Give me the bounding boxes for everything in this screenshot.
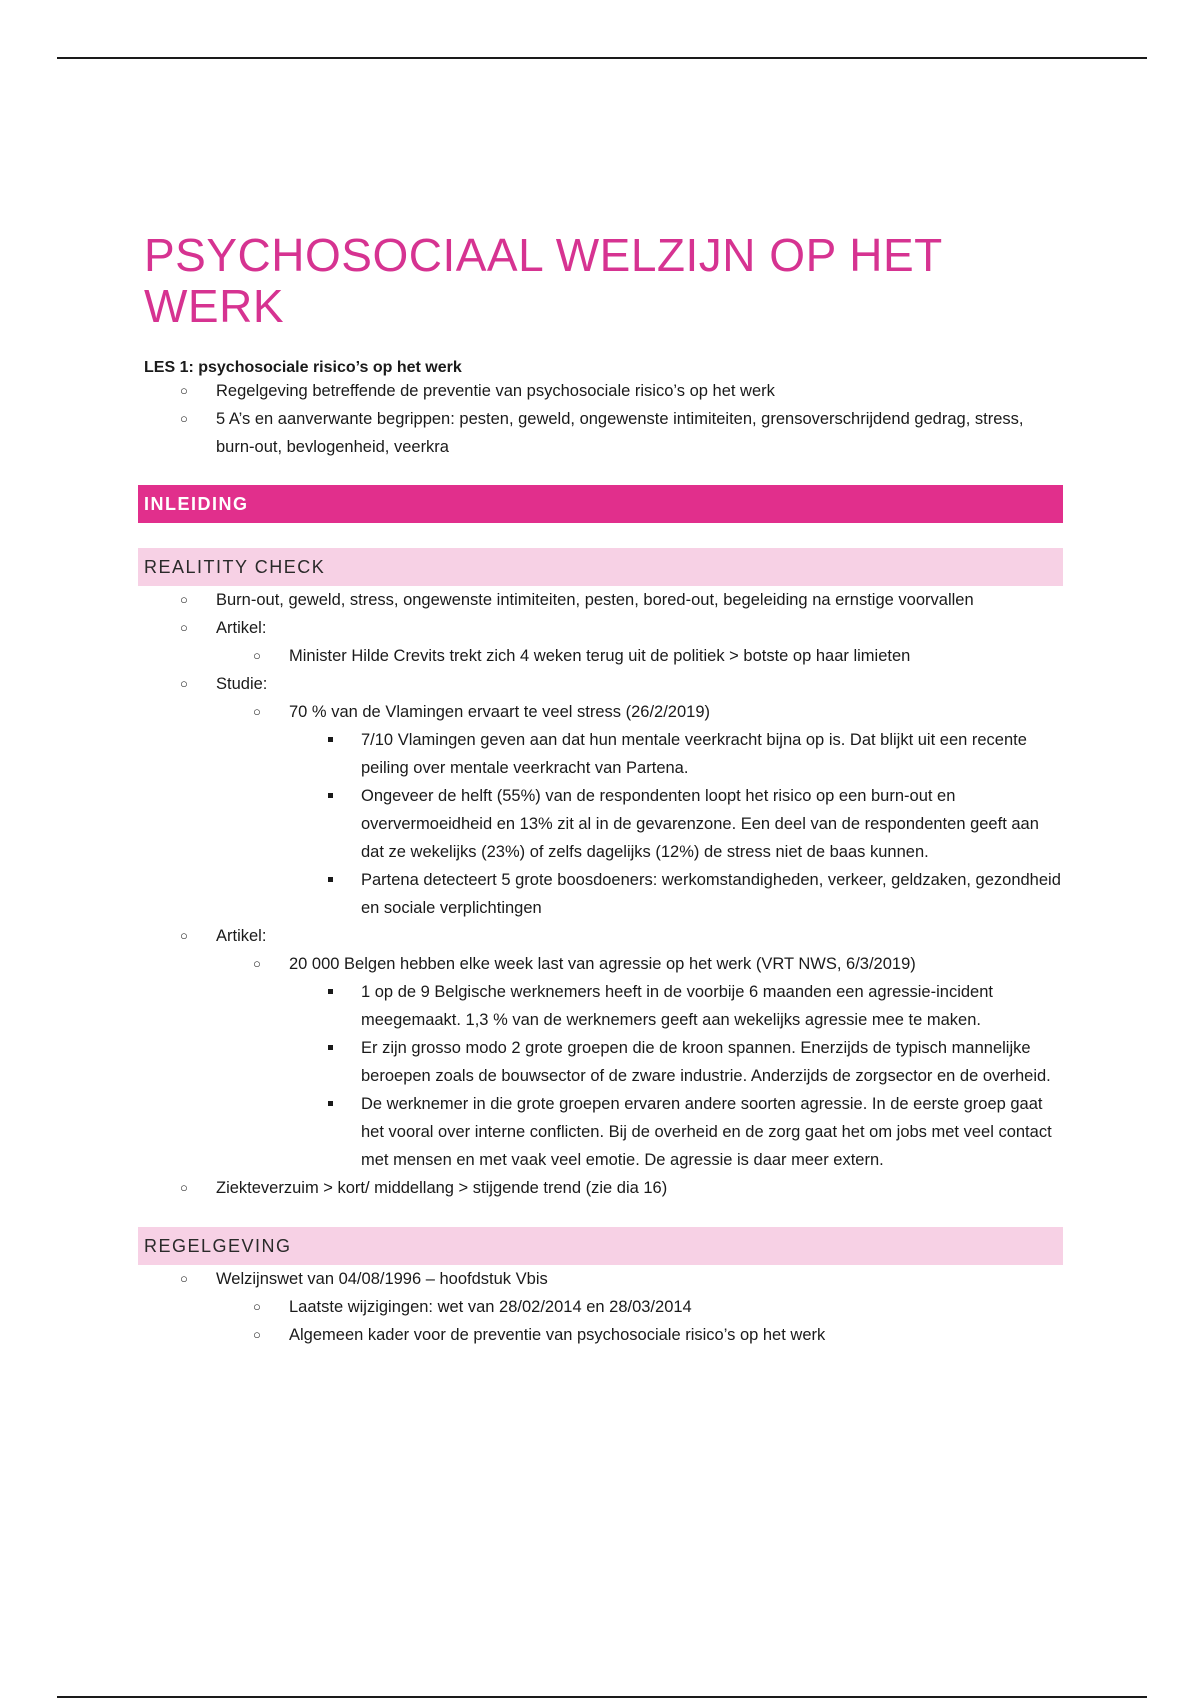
list-item: ○ Artikel:: [138, 922, 1063, 950]
reality-check-list: [138, 670, 1063, 698]
list-item: De werknemer in die grote groepen ervaren andere soorten agressie. In de eerste groep gaat het vooral over interne conflicten. Bij de overheid en de zorg gaat het om jobs met veel contact met mensen en met vaak veel emotie. De agressie is daar meer extern.: [138, 1090, 1063, 1174]
list-item: ○ 5 A’s en aanverwante begrippen: pesten, geweld, ongewenste intimiteiten, grensoverschrijdend gedrag, stress, burn-out, bevlogenheid, veerkra: [138, 405, 1063, 461]
reality-check-list: [138, 922, 1063, 950]
circle-bullet-icon: ○: [180, 620, 188, 636]
sub-list: [138, 698, 1063, 726]
header-rule: [57, 57, 1147, 59]
circle-bullet-icon: ○: [180, 676, 188, 692]
list-item: ○ Welzijnswet van 04/08/1996 – hoofdstuk Vbis: [138, 1265, 1063, 1293]
reality-check-list: [138, 586, 1063, 642]
circle-bullet-icon: ○: [253, 956, 261, 972]
square-bullet-icon: [328, 737, 333, 742]
document-title: PSYCHOSOCIAAL WELZIJN OP HET WERK: [144, 229, 942, 332]
circle-bullet-icon: ○: [180, 1271, 188, 1287]
sub-list: [138, 642, 1063, 670]
list-item: ○ Regelgeving betreffende de preventie van psychosociale risico’s op het werk: [138, 377, 1063, 405]
list-item: Partena detecteert 5 grote boosdoeners: werkomstandigheden, verkeer, geldzaken, gezondheid en sociale verplichtingen: [138, 866, 1063, 922]
list-item: ○ 70 % van de Vlamingen ervaart te veel stress (26/2/2019): [138, 698, 1063, 726]
section-heading-reality-check: REALITITY CHECK: [138, 548, 1063, 586]
circle-bullet-icon: ○: [180, 1180, 188, 1196]
intro-list: [138, 377, 1063, 461]
document-page: [138, 200, 1063, 1349]
list-item: 1 op de 9 Belgische werknemers heeft in de voorbije 6 maanden een agressie-incident meegemaakt. 1,3 % van de werknemers geeft aan wekelijks agressie mee te maken.: [138, 978, 1063, 1034]
circle-bullet-icon: ○: [253, 648, 261, 664]
sub-list: [138, 950, 1063, 978]
list-item: ○ Laatste wijzigingen: wet van 28/02/2014 en 28/03/2014: [138, 1293, 1063, 1321]
list-item: ○ Minister Hilde Crevits trekt zich 4 weken terug uit de politiek > botste op haar limieten: [138, 642, 1063, 670]
section-heading-regelgeving: REGELGEVING: [138, 1227, 1063, 1265]
point-list: [138, 978, 1063, 1174]
square-bullet-icon: [328, 1045, 333, 1050]
square-bullet-icon: [328, 989, 333, 994]
list-item: 7/10 Vlamingen geven aan dat hun mentale veerkracht bijna op is. Dat blijkt uit een recente peiling over mentale veerkracht van Partena.: [138, 726, 1063, 782]
circle-bullet-icon: ○: [253, 1327, 261, 1343]
section-heading-inleiding: INLEIDING: [138, 485, 1063, 523]
circle-bullet-icon: ○: [180, 592, 188, 608]
circle-bullet-icon: ○: [253, 1299, 261, 1315]
list-item: Er zijn grosso modo 2 grote groepen die de kroon spannen. Enerzijds de typisch mannelijke beroepen zoals de bouwsector of de zware industrie. Anderzijds de zorgsector en de overheid.: [138, 1034, 1063, 1090]
list-item: Ongeveer de helft (55%) van de respondenten loopt het risico op een burn-out en oververmoeidheid en 13% zit al in de gevarenzone. Een deel van de respondenten geeft aan dat ze wekelijks (23%) of zelfs dagelijks (12%) de stress niet de baas kunnen.: [138, 782, 1063, 866]
list-item: ○ Burn-out, geweld, stress, ongewenste intimiteiten, pesten, bored-out, begeleiding na ernstige voorvallen: [138, 586, 1063, 614]
square-bullet-icon: [328, 793, 333, 798]
lesson-heading: LES 1: psychosociale risico’s op het werk: [144, 359, 462, 377]
circle-bullet-icon: ○: [180, 383, 188, 399]
list-item: ○ Algemeen kader voor de preventie van psychosociale risico’s op het werk: [138, 1321, 1063, 1349]
list-item: ○ Ziekteverzuim > kort/ middellang > stijgende trend (zie dia 16): [138, 1174, 1063, 1202]
footer-rule: [57, 1696, 1147, 1698]
list-item: ○ Studie:: [138, 670, 1063, 698]
list-item: ○ 20 000 Belgen hebben elke week last van agressie op het werk (VRT NWS, 6/3/2019): [138, 950, 1063, 978]
circle-bullet-icon: ○: [180, 411, 188, 427]
regelgeving-list: [138, 1265, 1063, 1293]
list-item: ○ Artikel:: [138, 614, 1063, 642]
square-bullet-icon: [328, 1101, 333, 1106]
point-list: [138, 726, 1063, 922]
circle-bullet-icon: ○: [253, 704, 261, 720]
square-bullet-icon: [328, 877, 333, 882]
sub-list: [138, 1293, 1063, 1349]
circle-bullet-icon: ○: [180, 928, 188, 944]
reality-check-list: [138, 1174, 1063, 1202]
